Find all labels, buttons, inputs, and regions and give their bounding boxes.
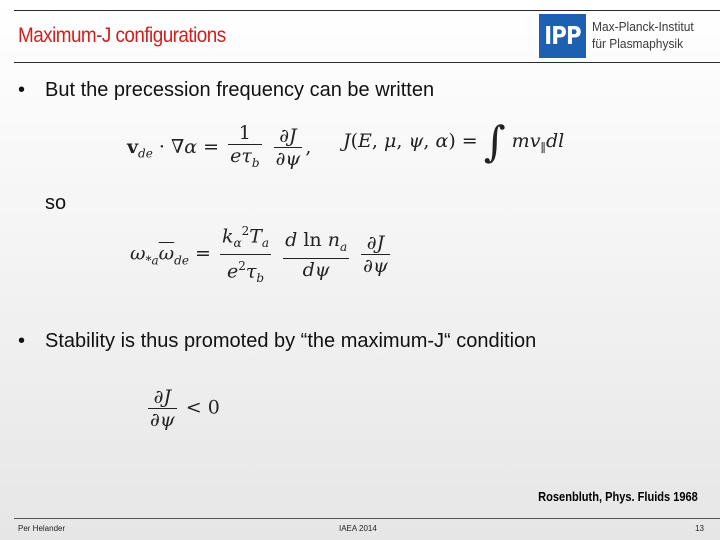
institute-name xyxy=(592,18,694,52)
institute-line-1: Max-Planck-Institut xyxy=(592,19,694,34)
equation-second-invariant: J(E, μ, ψ, α) = ∫ $mv_\parallel dl$ xyxy=(343,117,565,166)
fraction: $\frac{\partial J}{\partial\psi}$ xyxy=(275,125,301,171)
footer-page-number: 13 xyxy=(695,524,704,533)
fraction: $\frac{\partial J}{\partial\psi}$ xyxy=(150,386,175,431)
equation-precession-frequency: $v_{de} \cdot \nabla\alpha$ = $\frac{1}{e\tau_b}$ $\frac{\partial J}{\partial\psi}$ , xyxy=(127,122,311,174)
bullet-text: Stability is thus promoted by “the maximum-J“ condition xyxy=(45,330,537,352)
header-top-rule xyxy=(14,10,720,11)
fraction: $\frac{d \ln n_a}{d\psi}$ xyxy=(285,228,348,281)
bullet-precession xyxy=(18,79,434,102)
citation: Rosenbluth, Phys. Fluids 1968 xyxy=(538,489,698,504)
equation-maximum-j-condition: $\frac{\partial J}{\partial\psi}$ < 0 xyxy=(150,386,220,431)
slide-title: Maximum-J configurations xyxy=(18,24,226,47)
equation-omega-product: $\omega_{*a}\overline{\omega}_{de}$ = $\frac{k_\alpha^2T_a}{e^2\tau_b}$ $\frac{d \ln n_a}{d\psi}$ $\frac{\partial J}{\partial\psi}$ xyxy=(130,220,393,289)
fraction: $\frac{1}{e\tau_b}$ xyxy=(230,122,260,170)
so-text: so xyxy=(45,192,67,214)
bullet-text: But the precession frequency can be written xyxy=(45,79,435,101)
bullet-dot: • xyxy=(18,79,26,101)
footer-rule xyxy=(14,518,720,519)
header-bottom-rule xyxy=(14,62,720,63)
fraction: $\frac{\partial J}{\partial\psi}$ xyxy=(363,232,388,278)
footer-author: Per Helander xyxy=(18,524,66,533)
ipp-logo: IPP xyxy=(539,14,586,58)
bullet-dot: • xyxy=(18,330,26,352)
bullet-stability xyxy=(18,330,536,353)
footer-event: IAEA 2014 xyxy=(339,524,377,533)
institute-line-2: für Plasmaphysik xyxy=(592,36,684,51)
fraction: $\frac{k_\alpha^2T_a}{e^2\tau_b}$ xyxy=(221,224,270,286)
